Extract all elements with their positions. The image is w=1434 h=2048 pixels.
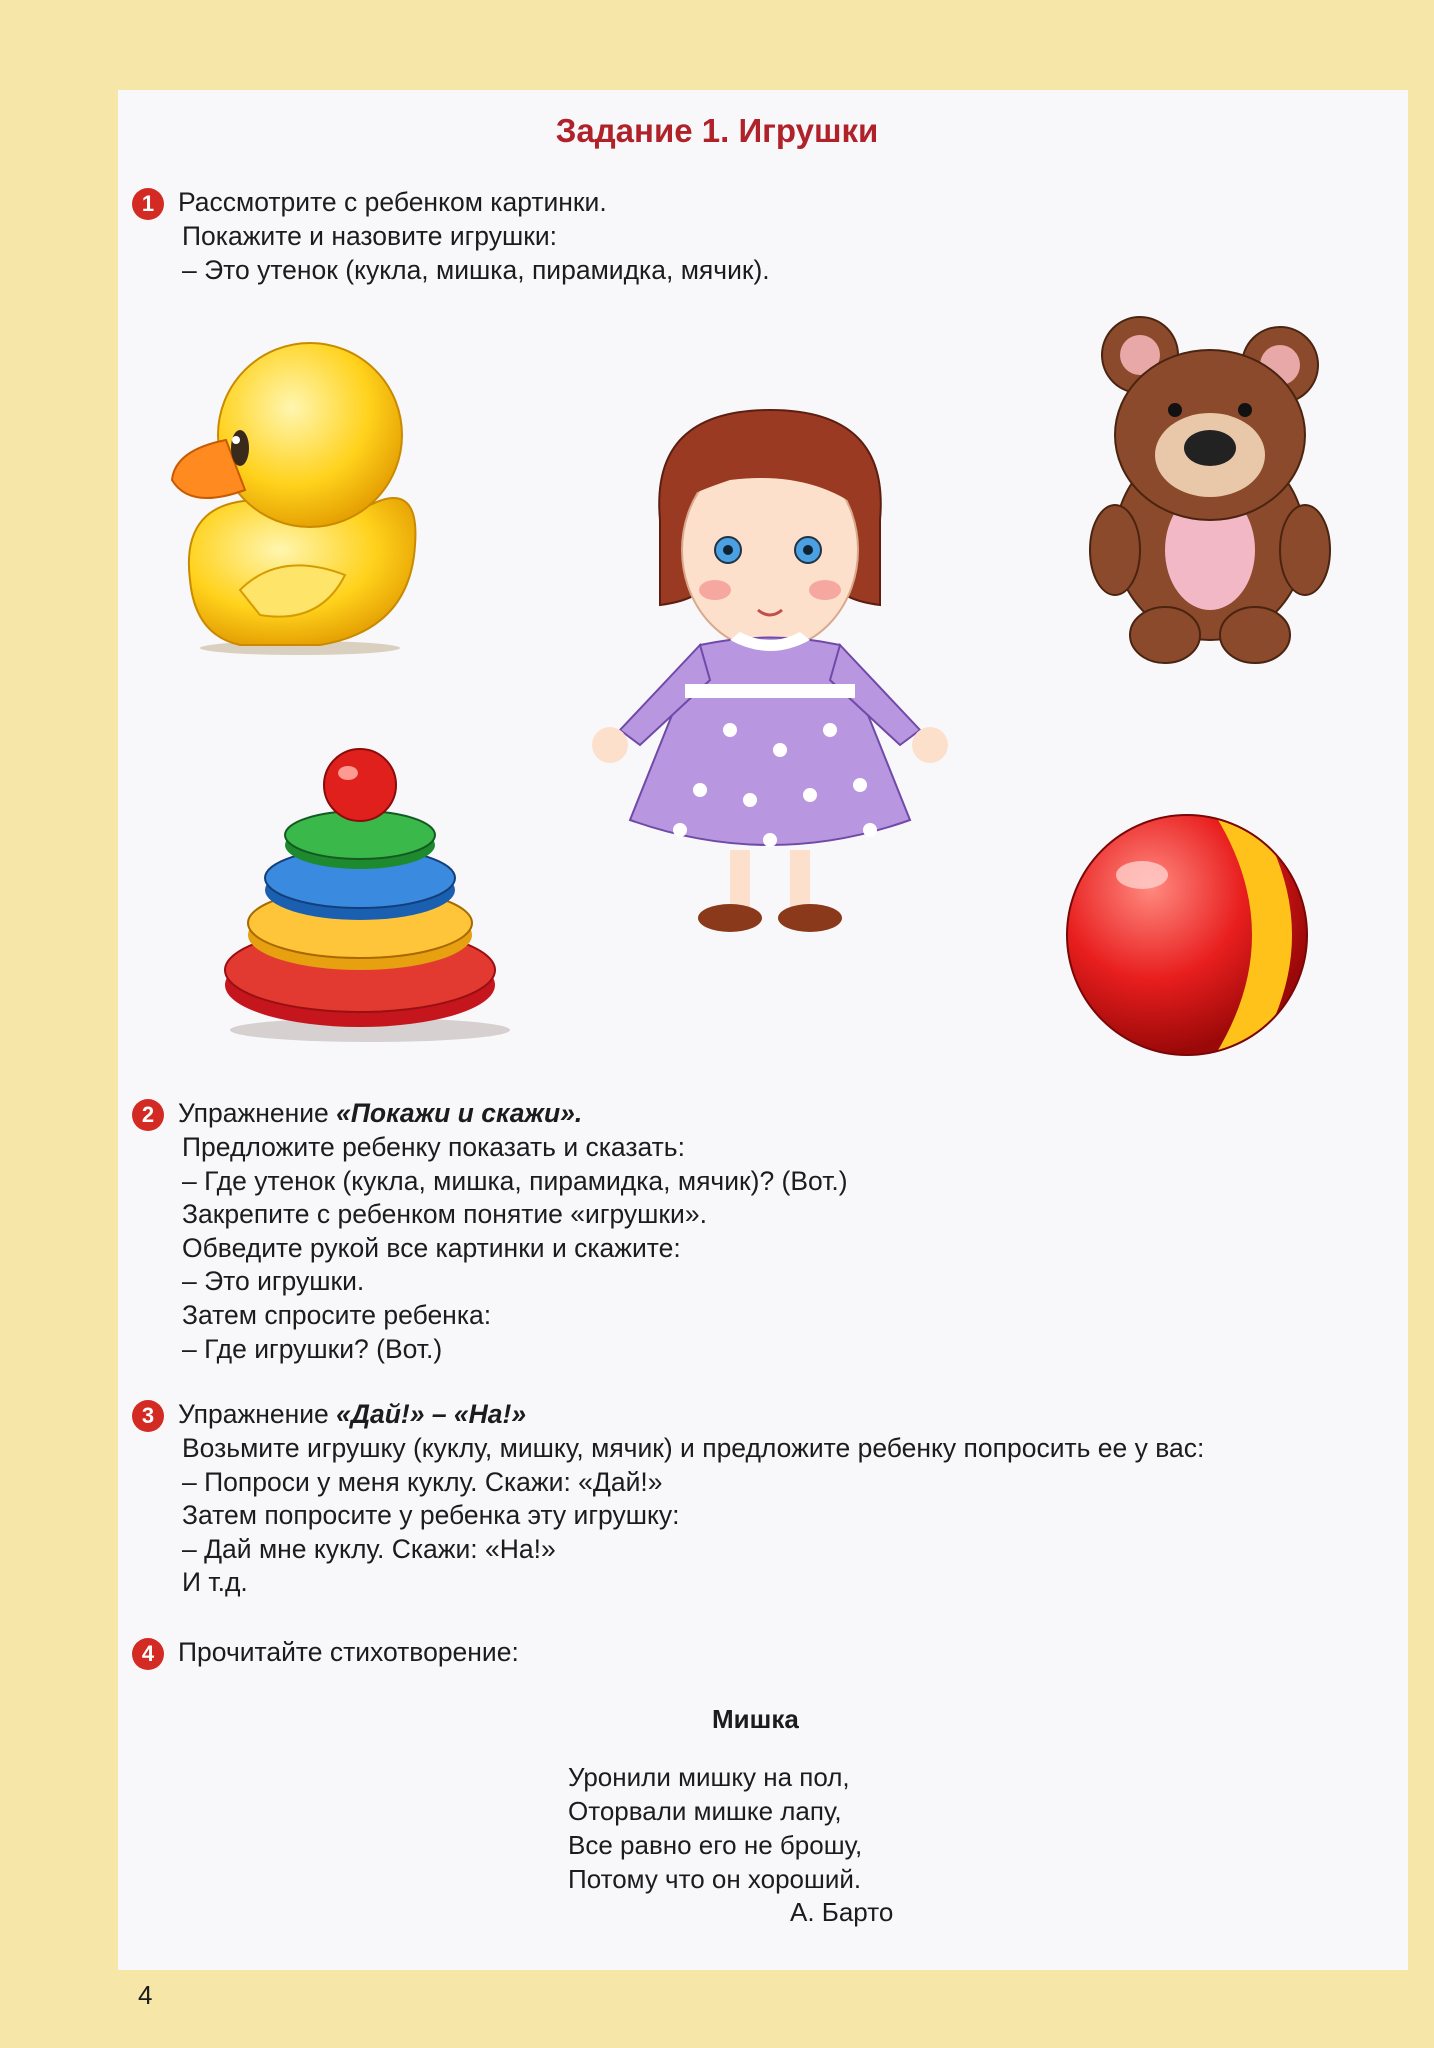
task-line: – Где игрушки? (Вот.) (182, 1333, 443, 1364)
task-line: Затем попросите у ребенка эту игрушку: (182, 1500, 680, 1531)
ball-illustration (1062, 810, 1312, 1060)
poem-line: Потому что он хороший. (568, 1864, 862, 1894)
task-line: – Это утенок (кукла, мишка, пирамидка, мячик). (182, 254, 770, 285)
pyramid-illustration (220, 745, 520, 1045)
doll-illustration (580, 400, 960, 960)
task-line: Закрепите с ребенком понятие «игрушки». (182, 1199, 707, 1230)
poem-line: Уронили мишку на пол, (568, 1762, 850, 1792)
task-line: И т.д. (182, 1567, 248, 1598)
task-heading-exercise: «Покажи и скажи». (336, 1098, 583, 1128)
poem-line: Оторвали мишке лапу, (568, 1796, 842, 1826)
task-3 (141, 1398, 1205, 1600)
task-line: Обведите рукой все картинки и скажите: (182, 1232, 681, 1263)
task-1 (141, 186, 770, 287)
task-heading: Рассмотрите с ребенком картинки. (178, 187, 607, 217)
task-line: – Это игрушки. (182, 1266, 365, 1297)
task-line: Предложите ребенку показать и сказать: (182, 1132, 685, 1162)
task-4 (141, 1636, 519, 1670)
page-title: Задание 1. Игрушки (555, 112, 879, 149)
teddy-bear-illustration (1080, 310, 1340, 670)
poem-author: А. Барто (790, 1897, 894, 1927)
poem-line: Все равно его не брошу, (568, 1830, 863, 1860)
task-line: Возьмите игрушку (куклу, мишку, мячик) и предложите ребенку попросить ее у вас: (182, 1433, 1205, 1463)
task-line: Покажите и назовите игрушки: (182, 221, 557, 251)
page-number: 4 (138, 1980, 153, 2010)
duck-illustration (170, 330, 430, 660)
poem-text (568, 1760, 862, 1896)
task-line: Затем спросите ребенка: (182, 1299, 492, 1330)
task-heading-prefix: Упражнение (178, 1399, 337, 1429)
task-line: – Дай мне куклу. Скажи: «На!» (182, 1533, 556, 1564)
task-number-badge: 3 (132, 1400, 164, 1432)
poem-title: Мишка (712, 1704, 799, 1734)
task-line: – Где утенок (кукла, мишка, пирамидка, мячик)? (Вот.) (182, 1165, 848, 1196)
task-heading: Прочитайте стихотворение: (178, 1637, 519, 1667)
task-number-badge: 4 (132, 1638, 164, 1670)
task-heading-exercise: «Дай!» – «На!» (336, 1399, 527, 1429)
task-heading-prefix: Упражнение (178, 1098, 337, 1128)
task-number-badge: 1 (132, 188, 164, 220)
task-line: – Попроси у меня куклу. Скажи: «Дай!» (182, 1466, 663, 1497)
task-2 (141, 1097, 848, 1366)
task-number-badge: 2 (132, 1099, 164, 1131)
